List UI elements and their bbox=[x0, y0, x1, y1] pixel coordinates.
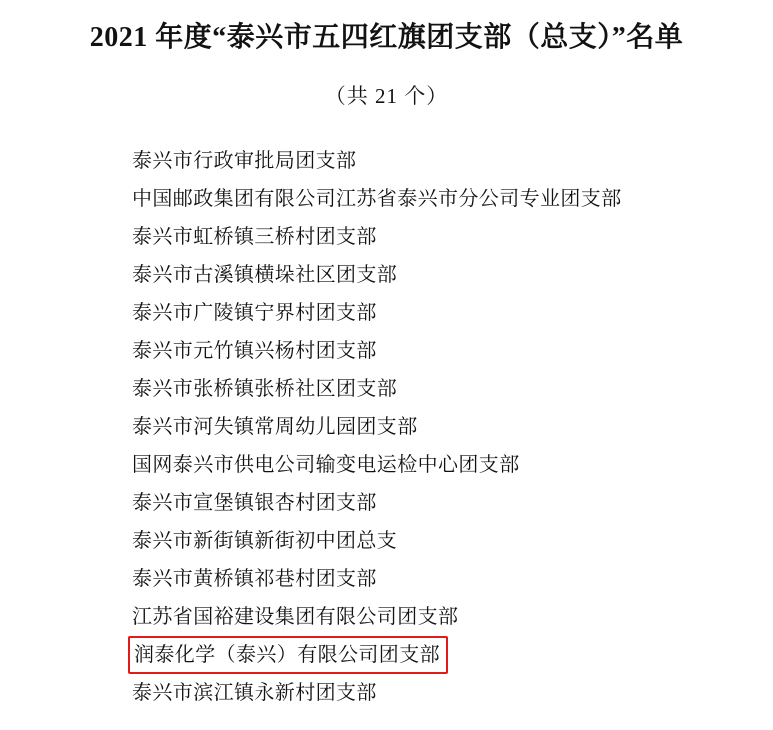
list-item bbox=[0, 598, 773, 636]
list-item bbox=[0, 370, 773, 408]
list-item bbox=[0, 256, 773, 294]
list-item bbox=[0, 446, 773, 484]
list-item bbox=[0, 484, 773, 522]
list-item bbox=[0, 560, 773, 598]
list-item bbox=[0, 180, 773, 218]
list-item-label: 泰兴市广陵镇宁界村团支部 bbox=[132, 301, 377, 324]
list-item-label: 泰兴市元竹镇兴杨村团支部 bbox=[132, 339, 377, 362]
list-item-label: 润泰化学（泰兴）有限公司团支部 bbox=[128, 636, 448, 674]
list-item-label: 国网泰兴市供电公司输变电运检中心团支部 bbox=[132, 453, 520, 476]
name-list bbox=[0, 110, 773, 712]
list-item bbox=[0, 674, 773, 712]
list-item bbox=[0, 294, 773, 332]
list-item-label: 江苏省国裕建设集团有限公司团支部 bbox=[132, 605, 459, 628]
list-item-label: 泰兴市黄桥镇祁巷村团支部 bbox=[132, 567, 377, 590]
page-subtitle: （共 21 个） bbox=[324, 83, 449, 108]
list-item-label: 泰兴市虹桥镇三桥村团支部 bbox=[132, 225, 377, 248]
list-item-label: 泰兴市古溪镇横垛社区团支部 bbox=[132, 263, 398, 286]
list-item-label: 泰兴市新街镇新街初中团总支 bbox=[132, 529, 398, 552]
list-item bbox=[0, 142, 773, 180]
list-item-label: 泰兴市张桥镇张桥社区团支部 bbox=[132, 377, 398, 400]
list-item bbox=[0, 218, 773, 256]
page-title: 2021 年度“泰兴市五四红旗团支部（总支）”名单 bbox=[89, 22, 684, 53]
list-item-label: 泰兴市行政审批局团支部 bbox=[132, 149, 357, 172]
list-item-label: 泰兴市河失镇常周幼儿园团支部 bbox=[132, 415, 418, 438]
list-item bbox=[0, 332, 773, 370]
list-item bbox=[0, 408, 773, 446]
list-item-highlighted bbox=[0, 636, 773, 674]
list-item-label: 泰兴市宣堡镇银杏村团支部 bbox=[132, 491, 377, 514]
list-item bbox=[0, 522, 773, 560]
list-item-label: 中国邮政集团有限公司江苏省泰兴市分公司专业团支部 bbox=[132, 187, 622, 210]
list-item-label: 泰兴市滨江镇永新村团支部 bbox=[132, 681, 377, 704]
